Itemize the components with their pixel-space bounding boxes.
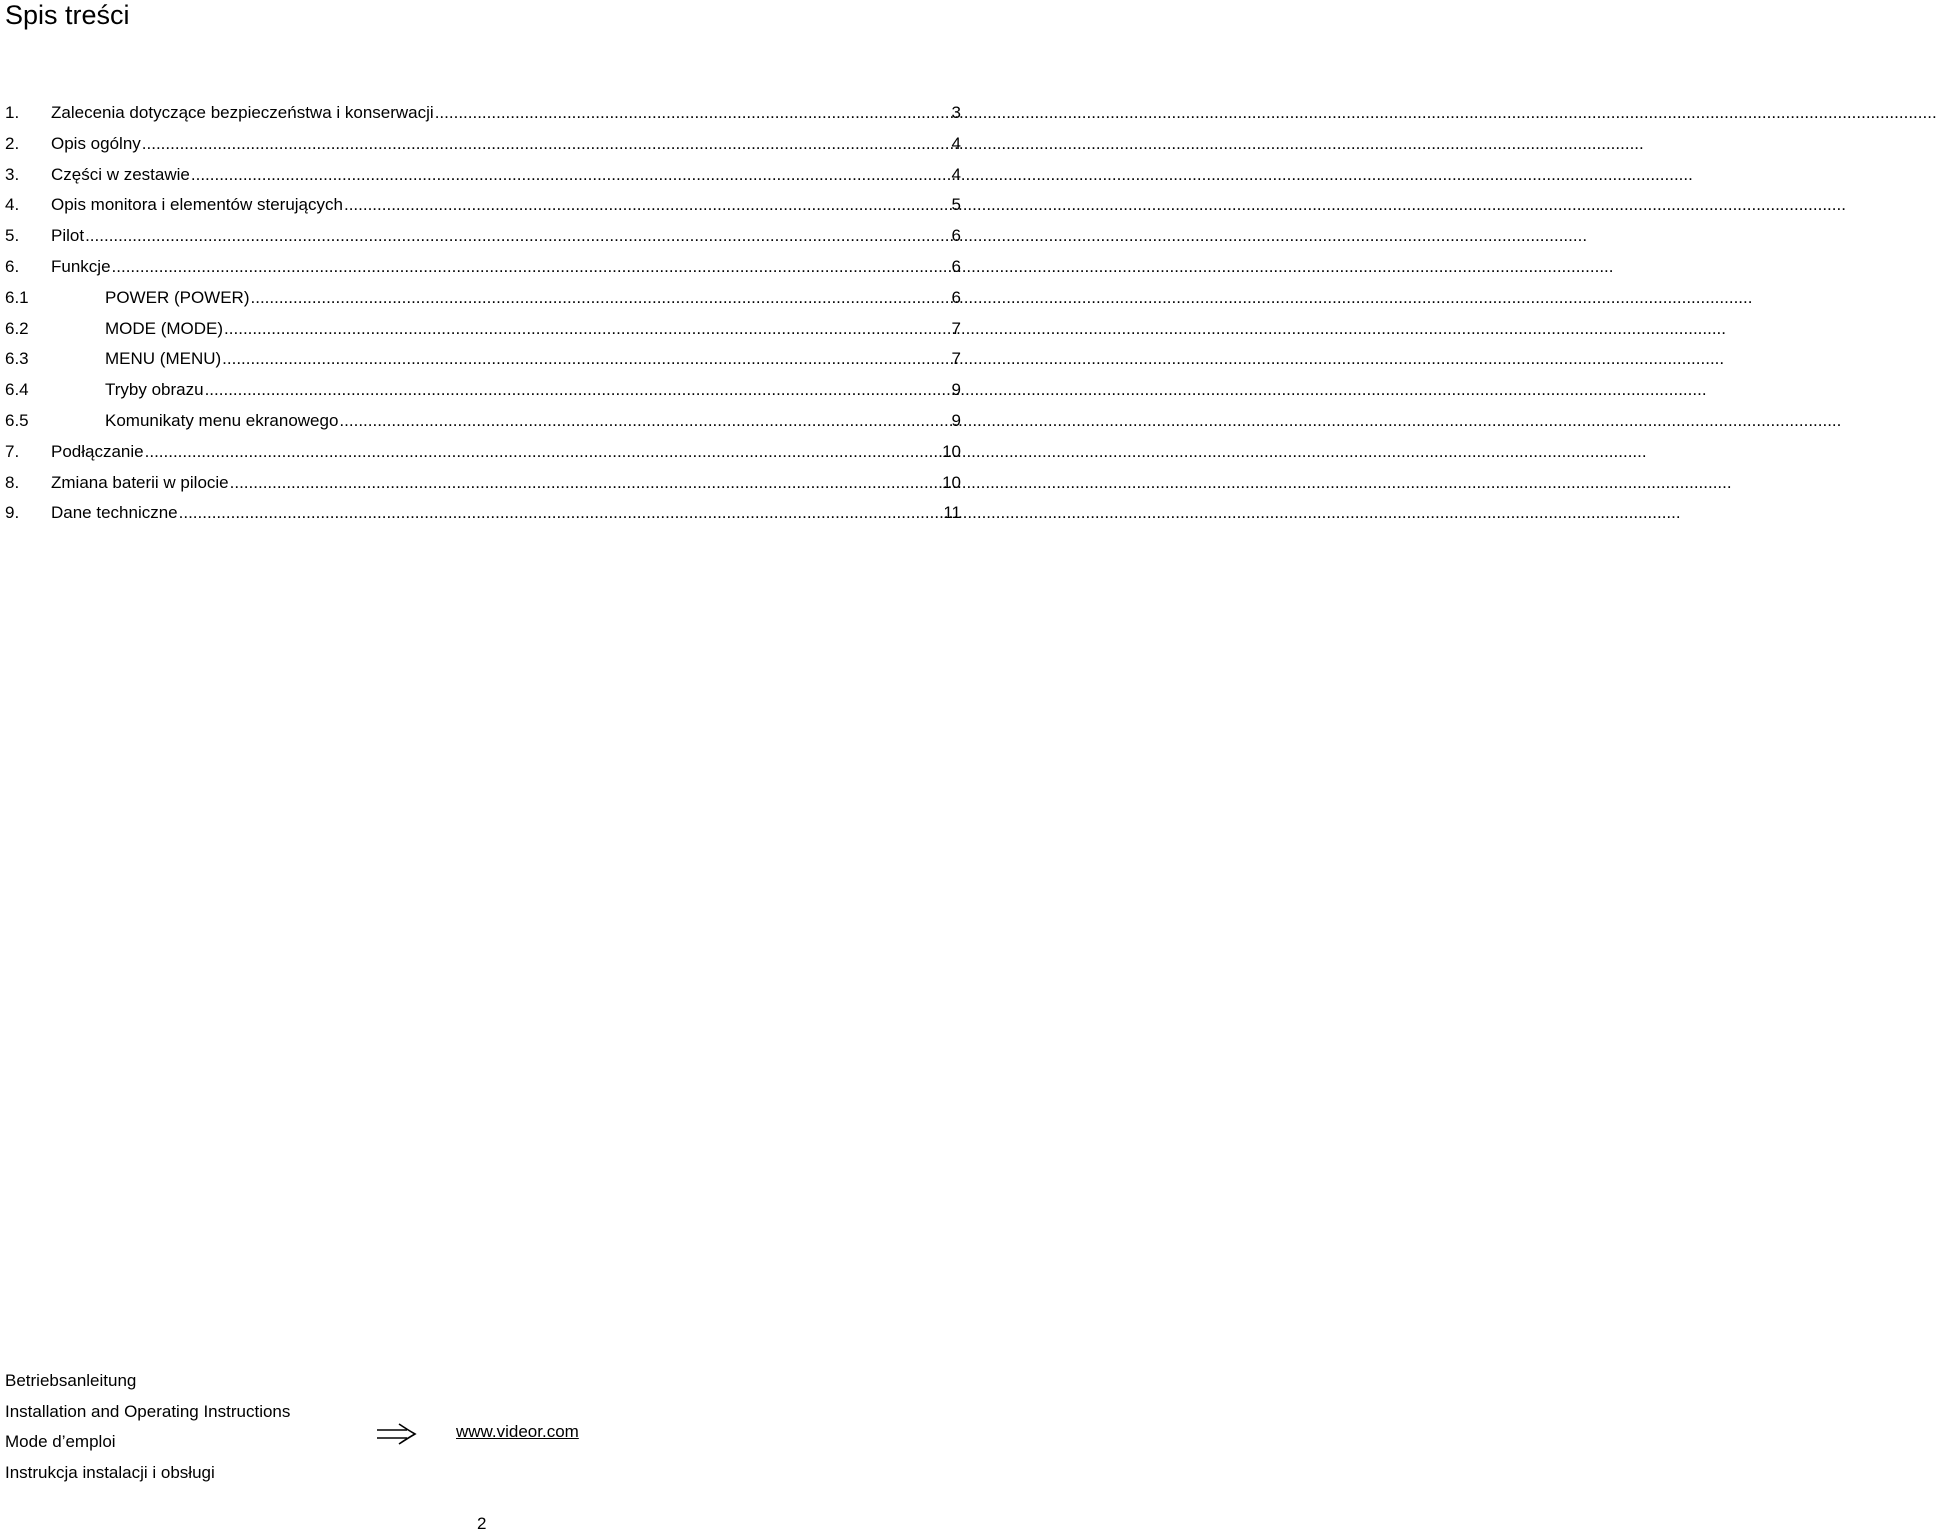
toc-dot-leader (251, 287, 950, 309)
version-item-english: Installation and Operating Instructions (5, 1401, 291, 1421)
toc-entry-page: 4 (951, 164, 961, 184)
toc-dot-leader (85, 225, 949, 247)
toc-entry-number: 7. (5, 441, 20, 461)
toc-entry-number: 6.5 (5, 410, 29, 430)
toc-entry-number: 6.4 (5, 380, 29, 400)
toc-entry[interactable] (5, 410, 961, 441)
toc-entry-label: Opis ogólny (51, 133, 141, 153)
toc-entry[interactable] (5, 441, 961, 472)
toc-entry-number: 8. (5, 472, 20, 492)
toc-entry-label: MODE (MODE) (105, 318, 224, 338)
toc-dot-leader (179, 502, 942, 524)
toc-entry-page: 6 (951, 226, 961, 246)
toc-entry-page: 11 (943, 503, 961, 523)
toc-entry-label: Zmiana baterii w pilocie (51, 472, 229, 492)
toc-entry-page: 4 (951, 133, 961, 153)
toc-entry-number: 6.3 (5, 349, 29, 369)
double-right-arrow-icon (375, 1422, 419, 1446)
toc-dot-leader (191, 164, 950, 186)
toc-dot-leader (112, 256, 950, 278)
toc-entry-label: Komunikaty menu ekranowego (105, 410, 339, 430)
toc-entry-number: 6. (5, 256, 20, 276)
toc-entry[interactable] (5, 379, 961, 410)
toc-dot-leader (142, 133, 950, 155)
toc-entry[interactable] (5, 256, 961, 287)
toc-entry[interactable] (5, 133, 961, 164)
toc-entry-label: Funkcje (51, 256, 111, 276)
toc-entry[interactable] (5, 164, 961, 195)
website-link[interactable]: www.videor.com (456, 1422, 579, 1441)
toc-entry[interactable] (5, 318, 961, 349)
toc-dot-leader (222, 348, 949, 370)
toc-entry-page: 7 (951, 349, 961, 369)
toc-dot-leader (145, 441, 940, 463)
toc-entry-number: 6.2 (5, 318, 29, 338)
toc-entry[interactable] (5, 194, 961, 225)
toc-entry-number: 9. (5, 503, 20, 523)
toc-entry[interactable] (5, 102, 961, 133)
toc-dot-leader (224, 318, 949, 340)
toc-entry-page: 3 (951, 103, 961, 122)
version-item-german: Betriebsanleitung (5, 1371, 137, 1390)
toc-dot-leader (339, 410, 949, 432)
toc-entry-label: Podłączanie (51, 441, 144, 461)
version-item-french: Mode d’emploi (5, 1432, 116, 1452)
toc-entry-number: 3. (5, 164, 20, 184)
toc-entry-page: 10 (942, 472, 961, 492)
toc-entry-label: Pilot (51, 226, 85, 246)
toc-entry-number: 4. (5, 195, 20, 215)
page-title: Spis treści (5, 0, 130, 30)
toc-dot-leader (205, 379, 950, 401)
toc-entry-number: 6.1 (5, 287, 29, 307)
toc-entry-label: Tryby obrazu (105, 380, 204, 400)
toc-entry-label: POWER (POWER) (105, 287, 250, 307)
toc-entry[interactable] (5, 502, 961, 533)
table-of-contents (5, 102, 961, 533)
toc-entry-page: 10 (942, 441, 961, 461)
toc-entry-page: 9 (951, 380, 961, 400)
toc-entry-label: MENU (MENU) (105, 349, 222, 369)
toc-entry-label: Części w zestawie (51, 164, 190, 184)
page-number: 2 (477, 1514, 487, 1533)
toc-entry[interactable] (5, 472, 961, 503)
toc-entry-number: 1. (5, 103, 20, 122)
toc-entry-label: Opis monitora i elementów sterujących (51, 195, 343, 215)
toc-entry[interactable] (5, 225, 961, 256)
toc-entry[interactable] (5, 348, 961, 379)
toc-dot-leader (435, 102, 950, 124)
language-versions (5, 1370, 290, 1493)
toc-entry-number: 2. (5, 133, 20, 153)
version-item-polish: Instrukcja instalacji i obsługi (5, 1463, 215, 1483)
toc-entry-page: 6 (951, 256, 961, 276)
toc-entry-page: 7 (951, 318, 961, 338)
toc-entry-page: 6 (951, 287, 961, 307)
toc-entry[interactable] (5, 287, 961, 318)
toc-entry-label: Zalecenia dotyczące bezpieczeństwa i konserwacji (51, 103, 434, 122)
toc-entry-page: 5 (951, 195, 961, 215)
toc-dot-leader (230, 472, 940, 494)
toc-entry-page: 9 (951, 410, 961, 430)
toc-entry-label: Dane techniczne (51, 503, 178, 523)
toc-dot-leader (344, 194, 950, 216)
toc-entry-number: 5. (5, 226, 20, 246)
